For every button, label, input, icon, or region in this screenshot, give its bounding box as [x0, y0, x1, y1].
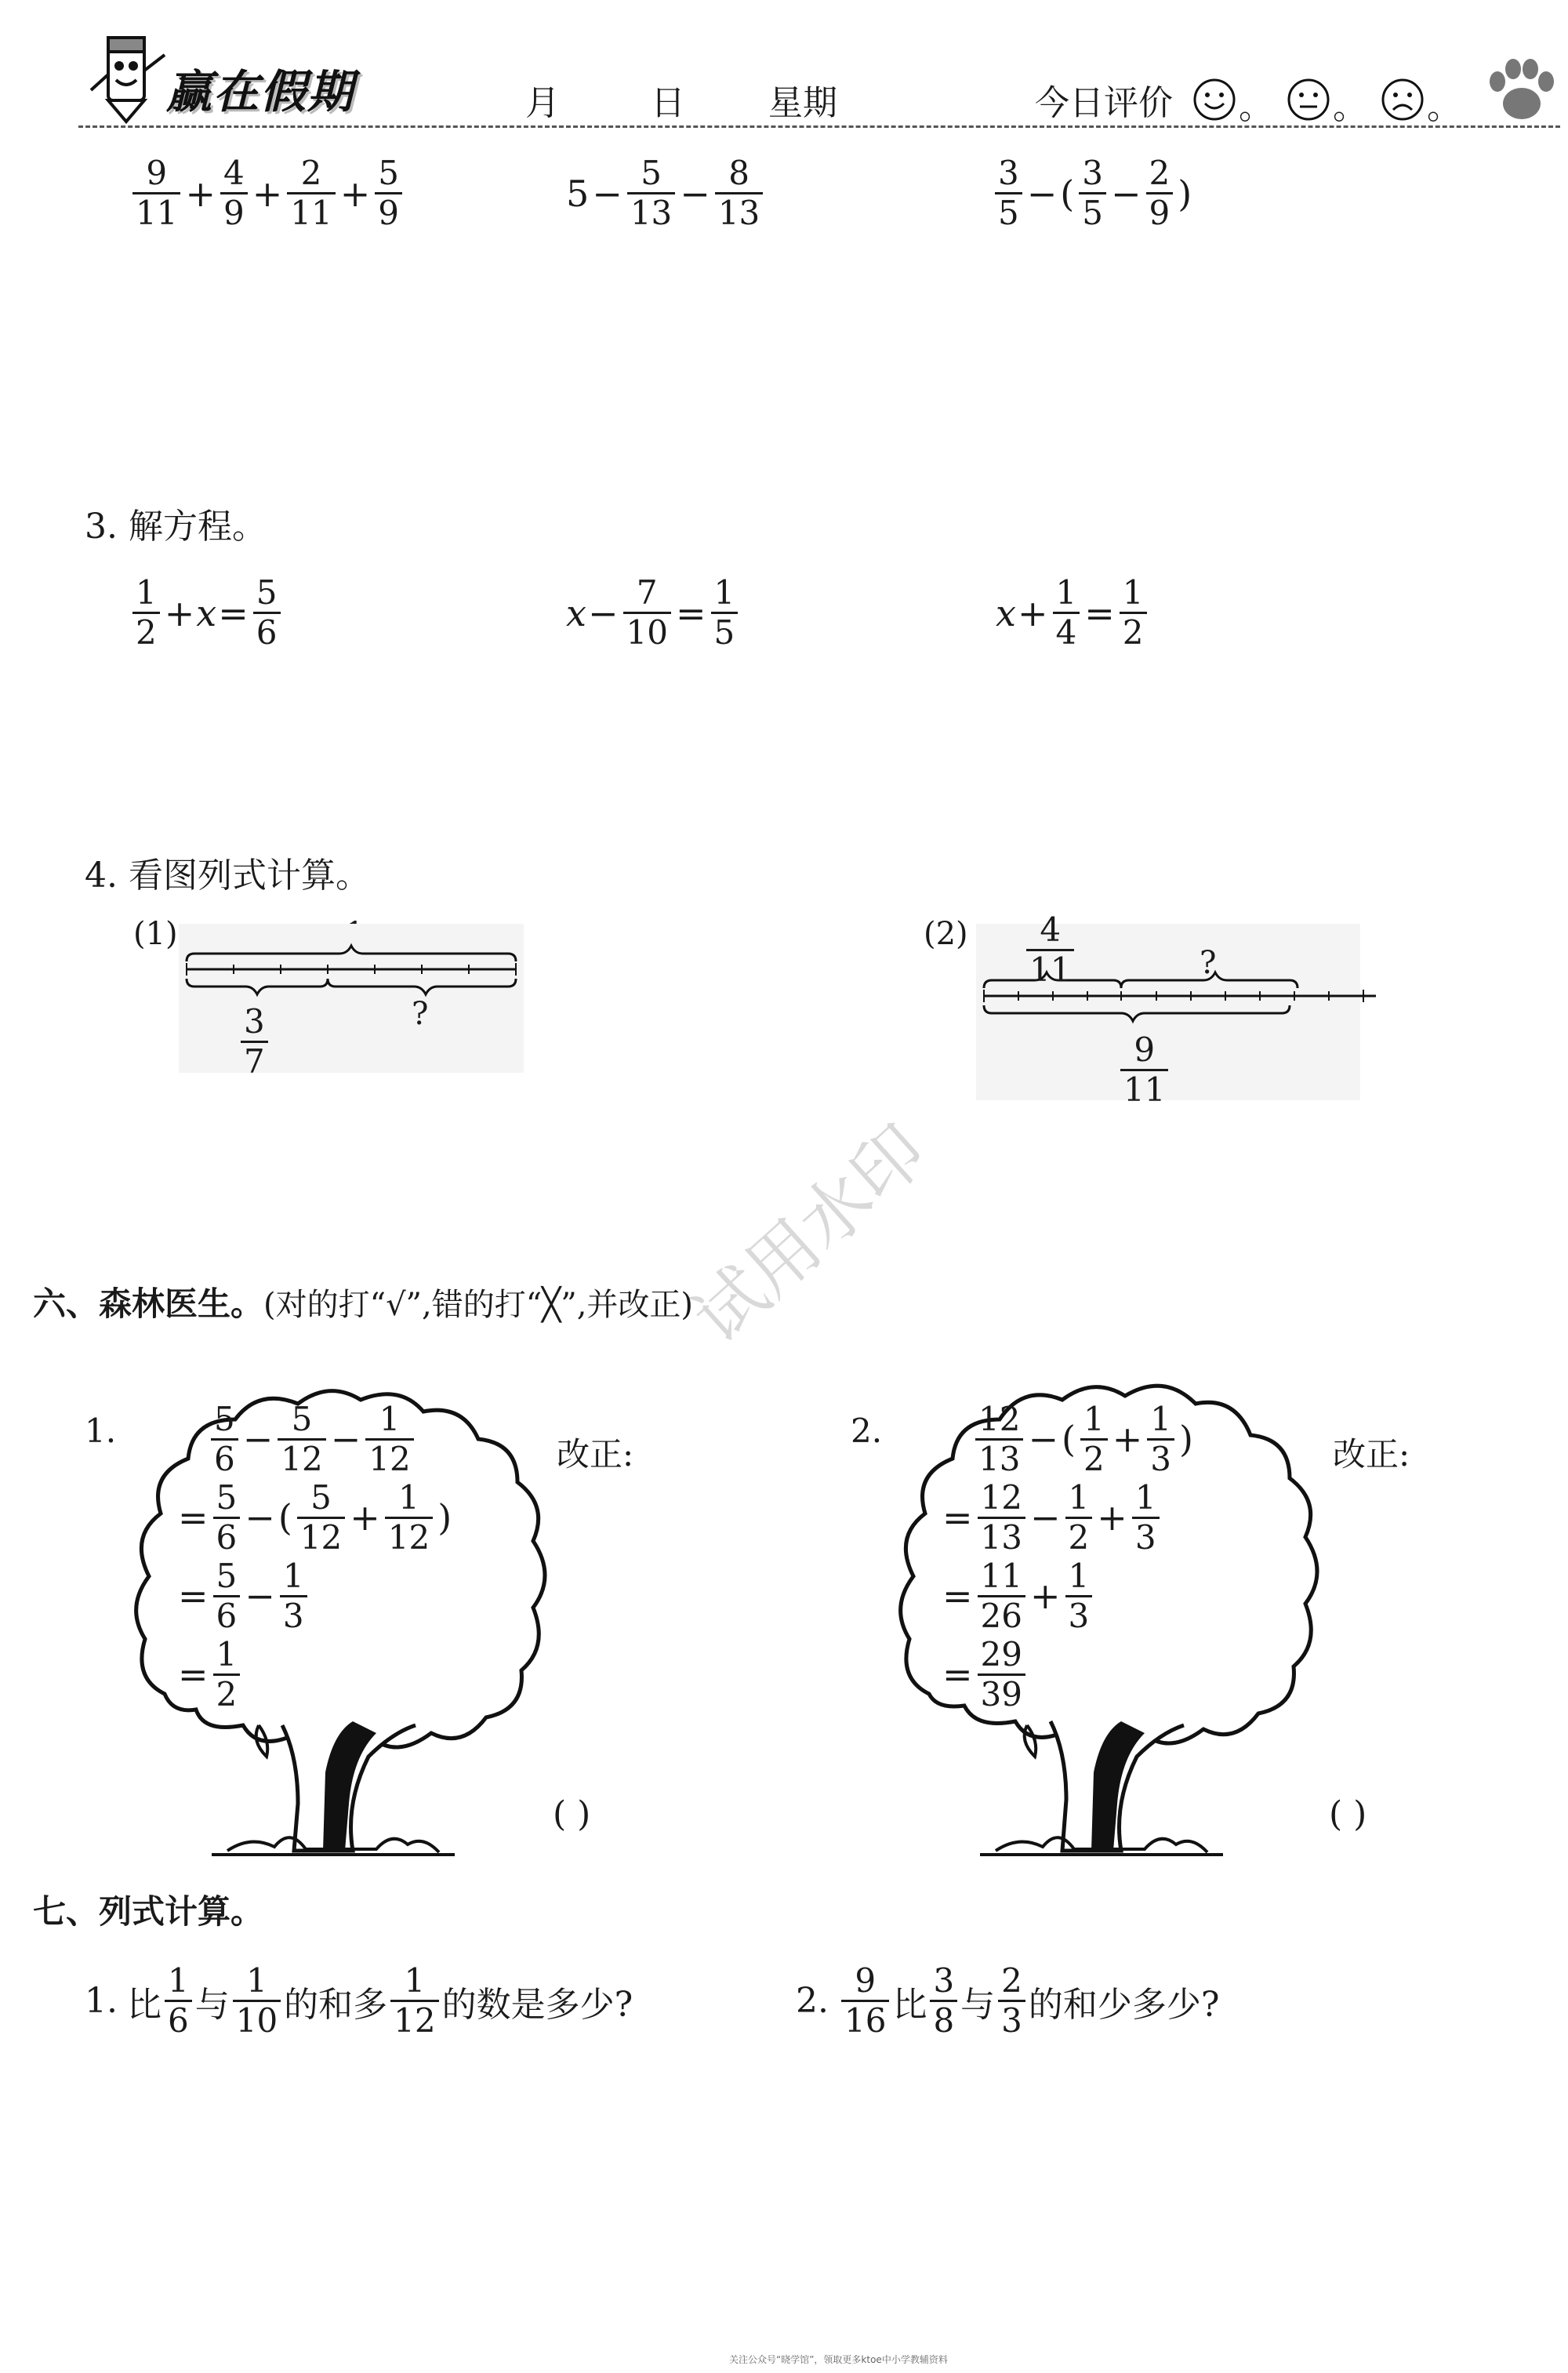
diagram-2-unknown: ?: [1200, 945, 1217, 981]
brand-logo: 赢在假期: [166, 65, 355, 118]
problem-7-1: 1. 比 $\frac{1}{6}$ 与 $\frac{1}{10}$ 的和多 $\frac{1}{12}$ 的数是多少?: [85, 1961, 633, 2040]
neutral-face-icon: [1286, 77, 1331, 122]
tree-1-line-2: = $\frac{5}{6}$ − ( $\frac{5}{12}$ + $\frac{1}{12}$ ): [178, 1477, 452, 1557]
tree-1-line-1: $\frac{5}{6}$ − $\frac{5}{12}$ − $\frac{1}{12}$: [208, 1400, 453, 1478]
header-divider: [78, 125, 1560, 128]
problem-7-2: 2. $\frac{9}{16}$ 比 $\frac{3}{8}$ 与 $\frac{2}{3}$ 的和少多少?: [796, 1961, 1220, 2040]
section-6-note: (对的打“√”,错的打“╳”,并改正): [263, 1287, 694, 1323]
calc-expr-3: $\frac{3}{5}$ − ( $\frac{3}{5}$ − $\frac{2}{9}$ ): [992, 157, 1193, 230]
diagram-1-unknown: ?: [412, 996, 429, 1032]
diagram-1-label: (1): [133, 916, 178, 952]
tree-1-line-4: = $\frac{1}{2}$: [176, 1635, 453, 1713]
tree-2-line-4: = $\frac{29}{39}$: [941, 1635, 1195, 1713]
problem-6-2-answer-box[interactable]: ( ): [1329, 1794, 1367, 1834]
problem-6-1-fix-label: 改正:: [557, 1435, 634, 1474]
section-6-title: 六、森林医生。(对的打“√”,错的打“╳”,并改正): [33, 1285, 694, 1323]
rating-sep-3: 。: [1427, 87, 1461, 127]
happy-face-icon: [1192, 77, 1237, 122]
diagram-2-total: $\frac{9}{11}$: [1117, 1034, 1171, 1107]
tree-2-line-1: $\frac{12}{13}$ − ( $\frac{1}{2}$ + $\frac{1}{3}$ ): [972, 1400, 1195, 1478]
calc-expr-2: 5 − $\frac{5}{13}$ − $\frac{8}{13}$: [564, 157, 766, 230]
equation-2: x − $\frac{7}{10}$ = $\frac{1}{5}$: [566, 576, 741, 649]
tree-2-line-3: = $\frac{11}{26}$ + $\frac{1}{3}$: [941, 1557, 1195, 1635]
q3-title: 3. 解方程。: [85, 507, 267, 547]
problem-6-2-number: 2.: [851, 1412, 883, 1450]
month-label: 月: [525, 83, 560, 123]
diagram-2-label: (2): [924, 916, 968, 952]
problem-6-1-answer-box[interactable]: ( ): [553, 1794, 591, 1834]
sad-face-icon: [1380, 77, 1425, 122]
q4-title: 4. 看图列式计算。: [85, 856, 370, 896]
watermark: 试用水印: [677, 1109, 942, 1360]
rating-sep-1: 。: [1239, 87, 1273, 127]
problem-6-1-number: 1.: [85, 1412, 117, 1450]
weekday-label: 星期: [768, 83, 837, 123]
footer-note: 关注公众号“晓学馆”，领取更多ktoe中小学教辅资料: [729, 2354, 948, 2365]
rating-label: 今日评价: [1035, 83, 1173, 123]
paw-print-icon: [1483, 55, 1559, 125]
tree-2-work: [942, 1399, 1195, 1713]
diagram-2-known: $\frac{4}{11}$: [1023, 914, 1077, 987]
equation-3: x + $\frac{1}{4}$ = $\frac{1}{2}$: [996, 576, 1150, 649]
tree-1-line-3: = $\frac{5}{6}$ − $\frac{1}{3}$: [176, 1557, 453, 1635]
section-7-title: 七、列式计算。: [33, 1892, 264, 1931]
problem-6-2-fix-label: 改正:: [1333, 1435, 1410, 1474]
rating-sep-2: 。: [1333, 87, 1367, 127]
calc-expr-1: $\frac{9}{11}$ + $\frac{4}{9}$ + $\frac{2}{11}$ + $\frac{5}{9}$: [129, 157, 405, 230]
segment-diagram-1: [179, 924, 524, 1073]
tree-2-line-2: = $\frac{12}{13}$ − $\frac{1}{2}$ + $\frac{1}{3}$: [941, 1478, 1195, 1557]
diagram-1-known: $\frac{3}{7}$: [238, 1005, 271, 1078]
tree-1-work: [178, 1399, 453, 1713]
day-label: 日: [651, 83, 685, 123]
pencil-mascot-icon: [85, 31, 171, 125]
equation-1: $\frac{1}{2}$ + x = $\frac{5}{6}$: [129, 576, 284, 649]
